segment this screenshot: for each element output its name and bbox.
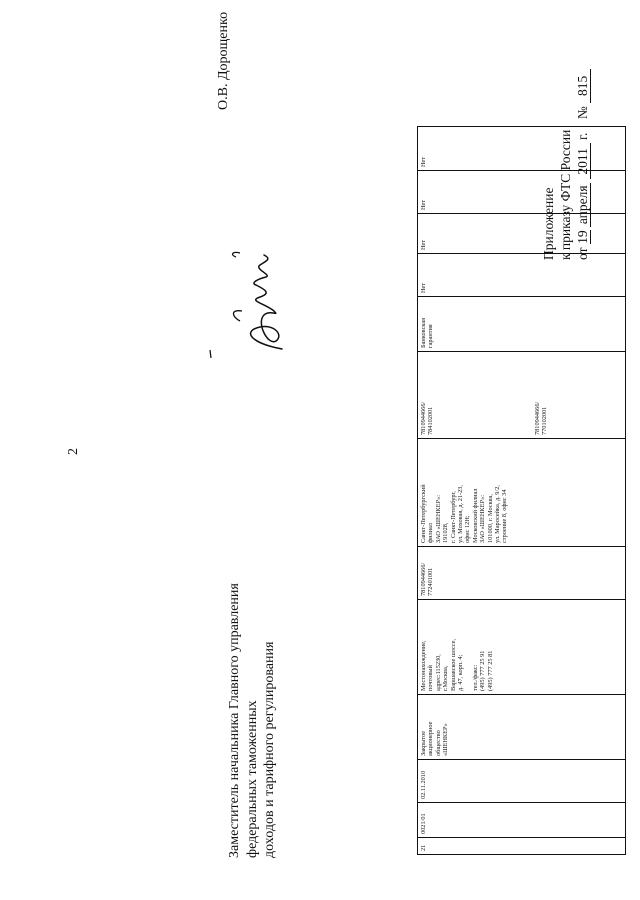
signatory-line-1: Заместитель начальника Главного управления [227,583,242,858]
guarantee-type: Банковская гарантия [418,297,626,352]
branch-codes-msk: 7810944666/ 770102001 [533,401,549,435]
order-day: 19 [575,230,590,244]
branches: Санкт-Петербургский филиал ЗАО «ШЕНКЕР»: 191028, г. Санкт-Петербург, ул. Моховая, д. 21-23, офис 12Н; Московский филиал ЗАО «ШЕНКЕР»: 101000, г. Москва, ул. Маросейка, д. 9/2, строение 8, офис 34 [418,439,626,547]
signatory-line-3: доходов и тарифного регулирования [262,641,277,858]
signatory-position [226,528,279,858]
register-table [417,126,626,855]
reg-number: 0021/01 [418,803,626,838]
flag-cell: Нет [418,171,626,214]
signatory-name: О.В. Дорощенко [216,11,231,110]
branch-codes-spb: 7810944666/ 784102001 [420,401,435,435]
handwritten-signature [220,235,300,355]
flag-cell: Нет [418,127,626,171]
flag-cell: Нет [418,214,626,254]
flag-cell: Нет [418,254,626,297]
page-number: 2 [66,448,81,455]
org-name: Закрытое акционерное общество «ШЕНКЕР» [418,695,626,760]
date-prefix: от [575,247,590,260]
appendix-order-ref: к приказу ФТС России [558,129,573,260]
table-row [418,127,626,855]
pen-mark [203,346,217,360]
branch-codes [418,352,626,439]
appendix-title: Приложение [541,187,556,260]
order-year: 2011 [576,143,591,179]
order-month: апреля [576,183,591,227]
org-location: Местонахождение, почтовый адрес:115230, г.Москва, Варшавское шоссе, д. 47, корп. 4; тел./факс: (495) 777 25 91 (495) 777 25 81 [418,600,626,695]
row-index: 21 [418,838,626,855]
signatory-line-2: федеральных таможенных [244,700,260,858]
order-year-suffix: г. [575,132,590,141]
inn-kpp: 7810944666/ 772401001 [418,547,626,600]
order-number-label: № [575,106,590,120]
reg-date: 02.11.2010 [418,760,626,803]
order-number: 815 [576,69,591,103]
